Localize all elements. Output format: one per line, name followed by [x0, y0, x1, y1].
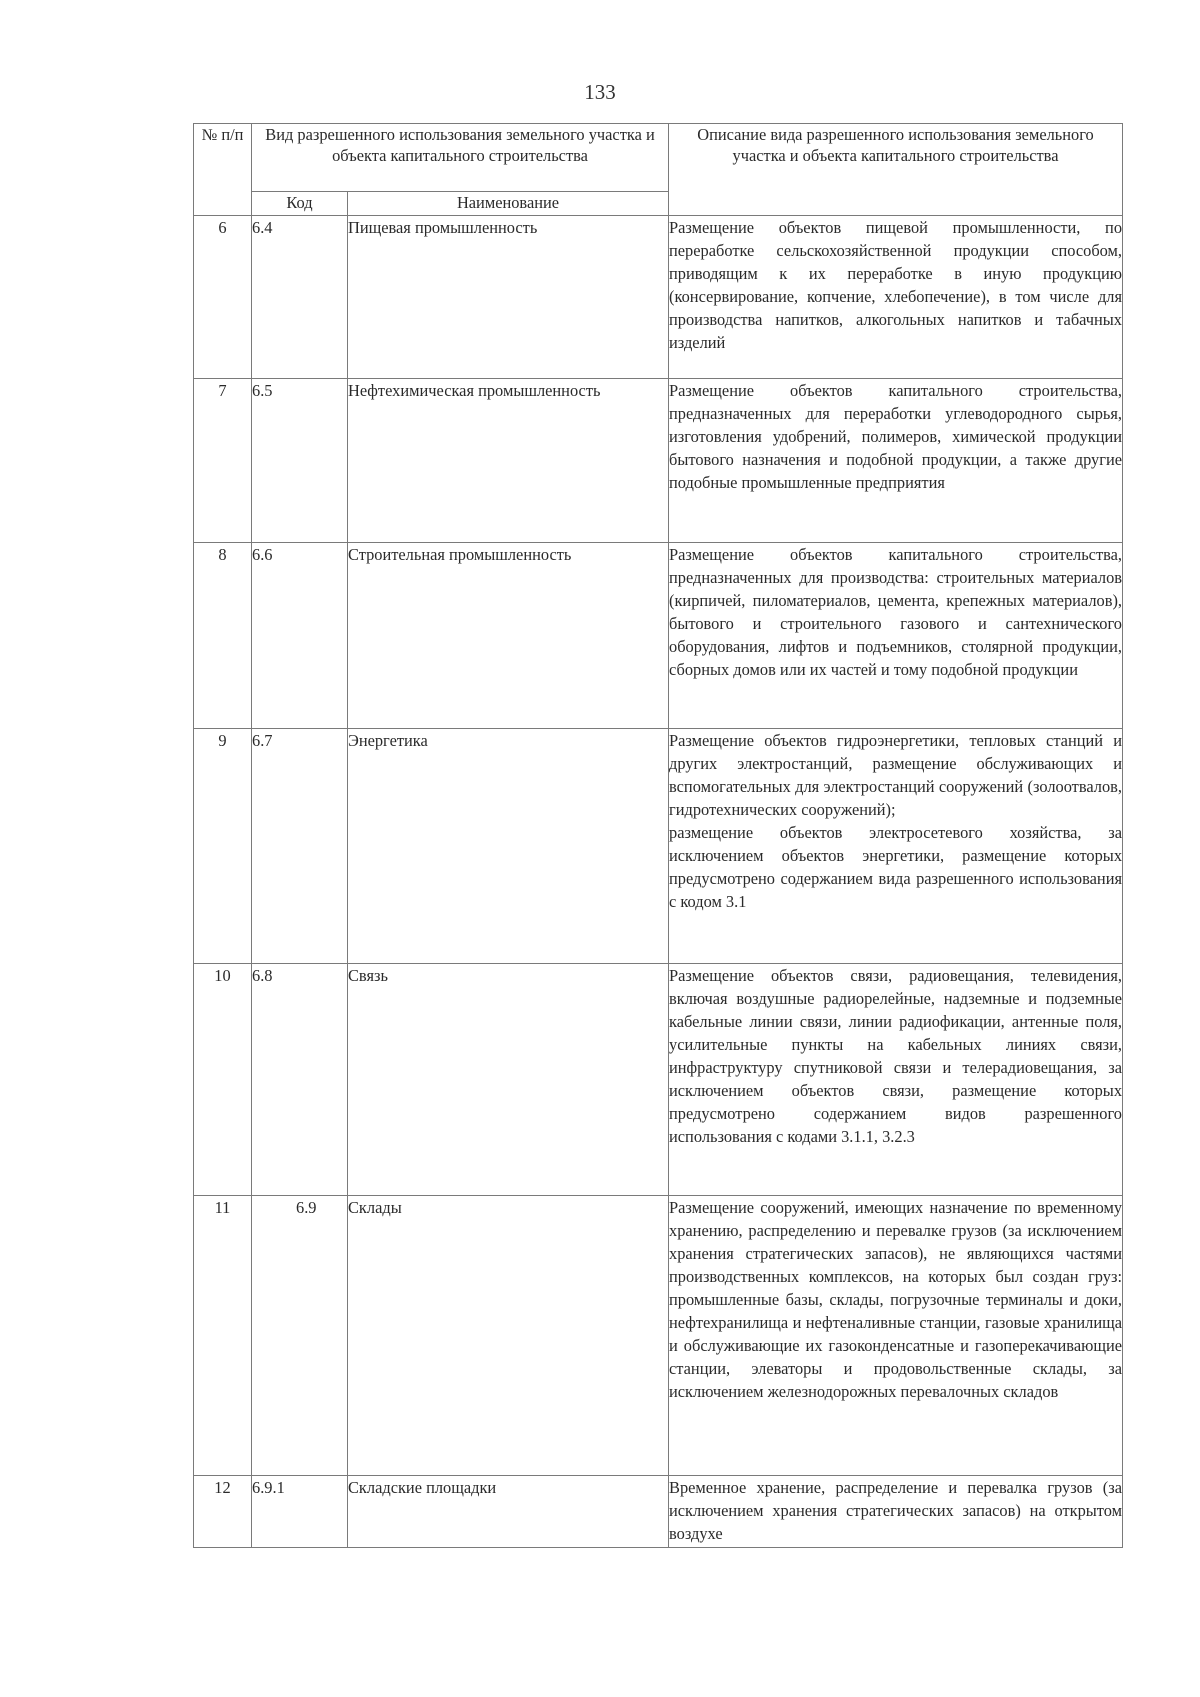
- row-name: Энергетика: [348, 729, 669, 964]
- row-number: 11: [194, 1196, 252, 1476]
- header-code: Код: [252, 192, 348, 216]
- row-description: Размещение объектов капитального строительства, предназначенных для переработки углеводородного сырья, изготовления удобрений, полимеров, химической продукции бытового назначения и подобной продукции, а также другие подобные промышленные предприятия: [669, 379, 1123, 543]
- table-row: [194, 964, 1123, 1196]
- row-code: 6.5: [252, 379, 348, 543]
- description-paragraph: Размещение объектов гидроэнергетики, тепловых станций и других электростанций, размещение обслуживающих и вспомогательных для электростанций сооружений (золоотвалов, гидротехнических сооружений);: [669, 731, 1123, 819]
- row-name: Нефтехимическая промышленность: [348, 379, 669, 543]
- row-name: Пищевая промышленность: [348, 216, 669, 379]
- row-code: 6.9.1: [252, 1476, 348, 1548]
- row-description: Размещение сооружений, имеющих назначение по временному хранению, распределению и перевалке грузов (за исключением хранения стратегических запасов), не являющихся частями производственных комплексов, на которых был создан груз: промышленные базы, склады, погрузочные терминалы и доки, нефтехранилища и нефтеналивные станции, газовые хранилища и обслуживающие их газоконденсатные и газоперекачивающие станции, элеваторы и продовольственные склады, за исключением железнодорожных перевалочных складов: [669, 1196, 1123, 1476]
- row-number: 12: [194, 1476, 252, 1548]
- row-number: 8: [194, 543, 252, 729]
- row-code: 6.8: [252, 964, 348, 1196]
- row-name: Складские площадки: [348, 1476, 669, 1548]
- header-land-use-type: Вид разрешенного использования земельного участка и объекта капитального строительства: [252, 124, 669, 192]
- row-description: [669, 729, 1123, 964]
- row-description: Размещение объектов капитального строительства, предназначенных для производства: строительных материалов (кирпичей, пиломатериалов, цемента, крепежных материалов), бытового и строительного газового и сантехнического оборудования, лифтов и подъемников, столярной продукции, сборных домов или их частей и тому подобной продукции: [669, 543, 1123, 729]
- header-name: Наименование: [348, 192, 669, 216]
- row-code: 6.4: [252, 216, 348, 379]
- row-description: Временное хранение, распределение и перевалка грузов (за исключением хранения стратегических запасов) на открытом воздухе: [669, 1476, 1123, 1548]
- table-row: [194, 729, 1123, 964]
- page-number: 133: [584, 80, 616, 104]
- header-description: Описание вида разрешенного использования земельного участка и объекта капитального строительства: [669, 124, 1123, 216]
- row-number: 6: [194, 216, 252, 379]
- row-number: 9: [194, 729, 252, 964]
- row-name: Склады: [348, 1196, 669, 1476]
- row-number: 7: [194, 379, 252, 543]
- row-description: Размещение объектов связи, радиовещания, телевидения, включая воздушные радиорелейные, надземные и подземные кабельные линии связи, линии радиофикации, антенные поля, усилительные пункты на кабельных линиях связи, инфраструктуру спутниковой связи и телерадиовещания, за исключением объектов связи, размещение которых предусмотрено содержанием видов разрешенного использования с кодами 3.1.1, 3.2.3: [669, 964, 1123, 1196]
- table-row: [194, 1476, 1123, 1548]
- land-use-table: [193, 123, 1123, 1548]
- row-description: Размещение объектов пищевой промышленности, по переработке сельскохозяйственной продукции способом, приводящим к их переработке в иную продукцию (консервирование, копчение, хлебопечение), в том числе для производства напитков, алкогольных напитков и табачных изделий: [669, 216, 1123, 379]
- row-number: 10: [194, 964, 252, 1196]
- description-paragraph: размещение объектов электросетевого хозяйства, за исключением объектов энергетики, размещение которых предусмотрено содержанием вида разрешенного использования с кодом 3.1: [669, 823, 1123, 911]
- row-name: Строительная промышленность: [348, 543, 669, 729]
- row-code: 6.9: [252, 1196, 348, 1476]
- table-row: [194, 216, 1123, 379]
- row-name: Связь: [348, 964, 669, 1196]
- table-row: [194, 379, 1123, 543]
- row-code: 6.6: [252, 543, 348, 729]
- header-number: № п/п: [194, 124, 252, 216]
- table-row: [194, 1196, 1123, 1476]
- table-row: [194, 543, 1123, 729]
- row-code: 6.7: [252, 729, 348, 964]
